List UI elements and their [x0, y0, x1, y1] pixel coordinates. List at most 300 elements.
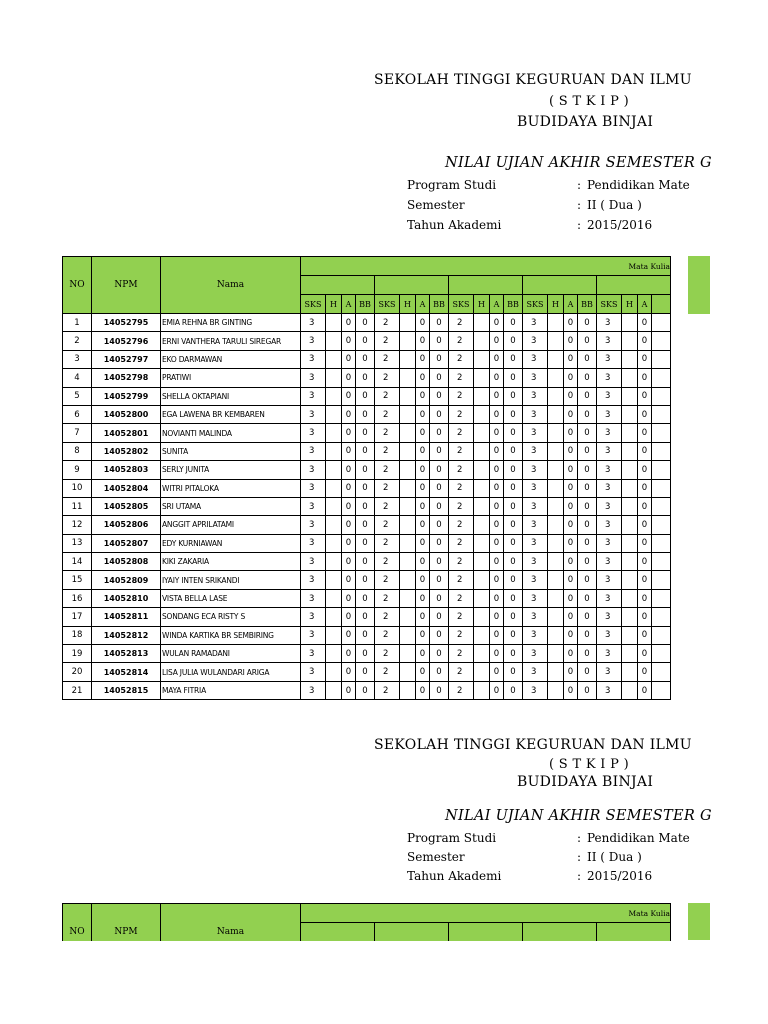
cell-grade: 3: [523, 589, 548, 607]
cell-grade: [400, 314, 416, 332]
cell-grade: 2: [375, 314, 400, 332]
table-row: [63, 461, 671, 479]
cell-filler: [652, 442, 671, 460]
cell-grade: [548, 387, 564, 405]
cell-grade: 0: [504, 461, 523, 479]
cell-grade: [622, 332, 638, 350]
cell-grade: [622, 681, 638, 699]
cell-grade: [400, 663, 416, 681]
cell-grade: 0: [356, 608, 375, 626]
cell-grade: 0: [342, 534, 356, 552]
cell-grade: 0: [504, 571, 523, 589]
cell-grade: 3: [597, 461, 622, 479]
sub-header-a: A: [638, 295, 652, 314]
sub-header-sks: SKS: [523, 295, 548, 314]
info-colon: :: [577, 178, 582, 192]
cell-grade: [622, 608, 638, 626]
cell-nama: SUNITA: [161, 442, 301, 460]
cell-grade: 0: [564, 369, 578, 387]
table-row: [63, 479, 671, 497]
cell-grade: 2: [449, 589, 474, 607]
cell-grade: [326, 332, 342, 350]
cell-grade: 0: [430, 571, 449, 589]
cell-grade: [548, 332, 564, 350]
info-colon: :: [577, 850, 582, 864]
cell-grade: [548, 626, 564, 644]
table-row: [63, 645, 671, 663]
cell-grade: 0: [578, 663, 597, 681]
cell-grade: 0: [356, 405, 375, 423]
cell-grade: 3: [523, 681, 548, 699]
cell-filler: [652, 553, 671, 571]
cell-grade: [474, 626, 490, 644]
cell-grade: 0: [564, 516, 578, 534]
cell-grade: 2: [449, 608, 474, 626]
cell-grade: 0: [416, 553, 430, 571]
col-header-nama: Nama: [161, 257, 301, 314]
cell-grade: 3: [523, 332, 548, 350]
cell-grade: 3: [597, 369, 622, 387]
sub-header-a: A: [342, 295, 356, 314]
cell-grade: [400, 479, 416, 497]
cell-grade: [474, 461, 490, 479]
cell-npm: 14052803: [92, 461, 161, 479]
cell-grade: 3: [523, 626, 548, 644]
report-info: [407, 178, 707, 238]
table-row: [63, 608, 671, 626]
cell-no: 6: [63, 405, 92, 423]
cell-grade: 3: [597, 497, 622, 515]
cell-grade: 0: [356, 442, 375, 460]
cell-grade: [474, 387, 490, 405]
cell-grade: 0: [578, 479, 597, 497]
cell-grade: 3: [523, 405, 548, 423]
cell-npm: 14052798: [92, 369, 161, 387]
cell-grade: 0: [490, 369, 504, 387]
cell-no: 21: [63, 681, 92, 699]
cell-grade: 0: [504, 405, 523, 423]
cell-grade: 3: [523, 534, 548, 552]
cell-grade: 3: [597, 350, 622, 368]
cell-grade: 0: [416, 350, 430, 368]
sub-header-sks: SKS: [597, 295, 622, 314]
cell-grade: 0: [504, 314, 523, 332]
cell-grade: 0: [490, 553, 504, 571]
cell-grade: 0: [342, 516, 356, 534]
cell-no: 11: [63, 497, 92, 515]
table-row: [63, 350, 671, 368]
table-row: [63, 626, 671, 644]
table-row: [63, 442, 671, 460]
cell-grade: [400, 589, 416, 607]
cell-no: 10: [63, 479, 92, 497]
cell-npm: 14052813: [92, 645, 161, 663]
grades-table: [62, 256, 671, 700]
cell-grade: 0: [430, 461, 449, 479]
cell-nama: SERLY JUNITA: [161, 461, 301, 479]
cell-no: 8: [63, 442, 92, 460]
cell-grade: [400, 461, 416, 479]
cell-npm: 14052805: [92, 497, 161, 515]
cell-grade: 0: [490, 479, 504, 497]
cell-grade: 0: [416, 681, 430, 699]
cell-nama: LISA JULIA WULANDARI ARIGA: [161, 663, 301, 681]
cell-grade: 3: [523, 461, 548, 479]
cell-grade: 0: [564, 350, 578, 368]
cell-filler: [652, 571, 671, 589]
sub-header-h: H: [622, 295, 638, 314]
cell-grade: 0: [416, 626, 430, 644]
cell-grade: 3: [523, 350, 548, 368]
cell-grade: 3: [597, 645, 622, 663]
cell-grade: 0: [564, 442, 578, 460]
cell-filler: [652, 387, 671, 405]
cell-no: 19: [63, 645, 92, 663]
cell-grade: [474, 608, 490, 626]
cell-grade: 2: [449, 516, 474, 534]
info-label: Tahun Akademi: [407, 869, 502, 883]
info-row-tahun: [407, 218, 707, 238]
cell-grade: 3: [301, 479, 326, 497]
cell-grade: 0: [638, 387, 652, 405]
cell-grade: 2: [449, 424, 474, 442]
cell-grade: 0: [638, 608, 652, 626]
cell-grade: 0: [638, 497, 652, 515]
cell-grade: 3: [523, 663, 548, 681]
cell-grade: 2: [449, 479, 474, 497]
cell-grade: 0: [490, 516, 504, 534]
cell-grade: 0: [430, 479, 449, 497]
cell-grade: 3: [597, 626, 622, 644]
cell-grade: 0: [430, 424, 449, 442]
cell-grade: [622, 369, 638, 387]
table-row: [63, 332, 671, 350]
cell-grade: 0: [430, 332, 449, 350]
cell-grade: 0: [638, 461, 652, 479]
cell-nama: WINDA KARTIKA BR SEMBIRING: [161, 626, 301, 644]
cell-grade: 0: [342, 626, 356, 644]
sub-header-h: H: [548, 295, 564, 314]
cell-grade: 3: [597, 405, 622, 423]
cell-grade: 3: [301, 405, 326, 423]
cell-grade: 0: [342, 461, 356, 479]
cell-grade: [326, 350, 342, 368]
cell-grade: 0: [356, 314, 375, 332]
cell-grade: 0: [504, 681, 523, 699]
cell-npm: 14052806: [92, 516, 161, 534]
cell-grade: 2: [449, 681, 474, 699]
cell-grade: [474, 553, 490, 571]
cell-grade: [326, 626, 342, 644]
cell-grade: [548, 571, 564, 589]
cell-grade: 0: [342, 663, 356, 681]
cell-grade: 3: [597, 571, 622, 589]
cell-grade: [474, 424, 490, 442]
table-row: [63, 553, 671, 571]
cell-grade: 0: [430, 369, 449, 387]
cell-grade: 0: [490, 534, 504, 552]
cell-nama: EGA LAWENA BR KEMBAREN: [161, 405, 301, 423]
cell-grade: 0: [504, 369, 523, 387]
cell-grade: 0: [342, 497, 356, 515]
cell-filler: [652, 663, 671, 681]
cell-grade: [622, 516, 638, 534]
cell-grade: 2: [375, 553, 400, 571]
info-row-semester: [407, 198, 707, 218]
cell-grade: 0: [638, 516, 652, 534]
info-value: 2015/2016: [587, 218, 653, 232]
cell-grade: 0: [430, 387, 449, 405]
cell-grade: 2: [375, 369, 400, 387]
cell-filler: [652, 479, 671, 497]
cell-nama: NOVIANTI MALINDA: [161, 424, 301, 442]
col-header-nama: Nama: [161, 904, 301, 942]
cell-grade: [622, 479, 638, 497]
cell-grade: 0: [356, 479, 375, 497]
cell-grade: 3: [523, 479, 548, 497]
cell-grade: 0: [356, 461, 375, 479]
cell-grade: 0: [356, 645, 375, 663]
cell-grade: [474, 681, 490, 699]
sub-header-h: H: [326, 295, 342, 314]
cell-grade: [400, 626, 416, 644]
course-group-3: [449, 923, 523, 942]
cell-filler: [652, 405, 671, 423]
cell-grade: [474, 405, 490, 423]
cell-grade: 2: [375, 461, 400, 479]
cell-grade: 0: [504, 497, 523, 515]
cell-grade: 0: [356, 516, 375, 534]
cell-grade: 0: [504, 442, 523, 460]
cell-grade: 0: [416, 608, 430, 626]
cell-grade: [400, 387, 416, 405]
cell-grade: 0: [578, 405, 597, 423]
cell-grade: 0: [638, 571, 652, 589]
table-row: [63, 387, 671, 405]
cell-nama: WULAN RAMADANI: [161, 645, 301, 663]
cell-grade: 2: [449, 350, 474, 368]
cell-grade: 0: [504, 387, 523, 405]
cell-grade: 0: [430, 497, 449, 515]
cell-grade: [548, 369, 564, 387]
cell-grade: 0: [564, 405, 578, 423]
cell-no: 5: [63, 387, 92, 405]
cell-grade: 0: [490, 608, 504, 626]
cell-filler: [652, 461, 671, 479]
cell-grade: 0: [638, 350, 652, 368]
cell-grade: [400, 681, 416, 699]
cell-grade: 0: [430, 553, 449, 571]
info-value: 2015/2016: [587, 869, 653, 883]
cell-grade: 0: [564, 645, 578, 663]
cell-grade: 3: [301, 516, 326, 534]
cell-grade: [548, 589, 564, 607]
cell-grade: 0: [342, 369, 356, 387]
cell-grade: 0: [504, 553, 523, 571]
cell-grade: 0: [638, 424, 652, 442]
institution-subname: BUDIDAYA BINJAI: [517, 774, 654, 790]
cell-grade: 0: [578, 645, 597, 663]
info-value: Pendidikan Mate: [587, 178, 690, 192]
cell-grade: [622, 645, 638, 663]
cell-nama: SRI UTAMA: [161, 497, 301, 515]
cell-grade: 0: [564, 608, 578, 626]
sub-header-a: A: [490, 295, 504, 314]
cell-grade: [474, 314, 490, 332]
cell-grade: 0: [430, 405, 449, 423]
table-row: [63, 516, 671, 534]
cell-grade: 0: [638, 589, 652, 607]
cell-grade: 0: [490, 589, 504, 607]
cell-grade: 0: [564, 332, 578, 350]
cell-grade: 0: [416, 387, 430, 405]
cell-grade: [326, 534, 342, 552]
cell-grade: 3: [597, 608, 622, 626]
cell-grade: 0: [416, 516, 430, 534]
cell-grade: 0: [638, 442, 652, 460]
cell-grade: 0: [504, 663, 523, 681]
cell-nama: IYAIY INTEN SRIKANDI: [161, 571, 301, 589]
cell-grade: 0: [578, 608, 597, 626]
cell-grade: 0: [578, 424, 597, 442]
cell-grade: 0: [342, 424, 356, 442]
cell-grade: 0: [416, 571, 430, 589]
table-row: [63, 534, 671, 552]
cell-grade: 0: [342, 681, 356, 699]
info-colon: :: [577, 831, 582, 845]
cell-no: 1: [63, 314, 92, 332]
info-value: II ( Dua ): [587, 198, 642, 212]
green-overflow-bar: [688, 256, 710, 314]
cell-grade: [474, 497, 490, 515]
cell-grade: 3: [523, 645, 548, 663]
cell-grade: [400, 332, 416, 350]
cell-grade: 0: [342, 553, 356, 571]
cell-nama: EKO DARMAWAN: [161, 350, 301, 368]
info-colon: :: [577, 198, 582, 212]
cell-grade: 0: [430, 534, 449, 552]
cell-grade: 0: [578, 571, 597, 589]
cell-grade: 2: [375, 589, 400, 607]
cell-grade: 0: [430, 350, 449, 368]
cell-grade: 0: [416, 663, 430, 681]
cell-npm: 14052812: [92, 626, 161, 644]
cell-grade: 3: [523, 571, 548, 589]
cell-grade: 2: [375, 350, 400, 368]
cell-npm: 14052815: [92, 681, 161, 699]
cell-grade: 0: [342, 442, 356, 460]
grades-table-body: [63, 314, 671, 700]
cell-grade: 0: [564, 497, 578, 515]
cell-grade: 0: [416, 534, 430, 552]
cell-grade: 0: [356, 681, 375, 699]
cell-grade: [548, 497, 564, 515]
cell-grade: 0: [342, 405, 356, 423]
cell-grade: 3: [301, 387, 326, 405]
cell-grade: [326, 645, 342, 663]
col-header-npm: NPM: [92, 257, 161, 314]
cell-grade: 3: [597, 424, 622, 442]
grades-table-2-wrapper: [0, 903, 690, 941]
table-row: [63, 571, 671, 589]
sub-header-sks: SKS: [375, 295, 400, 314]
col-header-mata-kuliah: Mata Kulia: [301, 904, 671, 923]
col-header-mata-kuliah: Mata Kulia: [301, 257, 671, 276]
cell-grade: 3: [597, 663, 622, 681]
cell-grade: 0: [638, 405, 652, 423]
cell-grade: 0: [504, 350, 523, 368]
cell-grade: [622, 571, 638, 589]
cell-grade: 0: [564, 424, 578, 442]
cell-grade: 3: [301, 534, 326, 552]
cell-grade: 0: [564, 553, 578, 571]
cell-grade: 0: [564, 314, 578, 332]
cell-grade: 0: [490, 405, 504, 423]
cell-no: 2: [63, 332, 92, 350]
col-header-npm: NPM: [92, 904, 161, 942]
cell-grade: 0: [416, 424, 430, 442]
info-row-tahun: [407, 869, 707, 888]
cell-grade: 2: [375, 681, 400, 699]
cell-grade: 0: [504, 479, 523, 497]
cell-grade: 0: [342, 608, 356, 626]
cell-grade: [548, 553, 564, 571]
info-row-program: [407, 831, 707, 850]
course-group-1: [301, 276, 375, 295]
cell-grade: 0: [416, 369, 430, 387]
cell-grade: 2: [375, 424, 400, 442]
cell-grade: 3: [301, 497, 326, 515]
course-group-2: [375, 276, 449, 295]
cell-grade: 3: [523, 387, 548, 405]
table-row: [63, 369, 671, 387]
cell-grade: 2: [449, 645, 474, 663]
cell-grade: [548, 681, 564, 699]
cell-npm: 14052809: [92, 571, 161, 589]
cell-grade: [400, 645, 416, 663]
cell-filler: [652, 350, 671, 368]
sub-header-a: A: [416, 295, 430, 314]
cell-grade: 2: [449, 369, 474, 387]
cell-grade: 0: [490, 663, 504, 681]
cell-npm: 14052797: [92, 350, 161, 368]
cell-grade: 3: [597, 479, 622, 497]
cell-grade: 0: [638, 369, 652, 387]
cell-grade: 0: [564, 534, 578, 552]
institution-abbrev: ( S T K I P ): [549, 94, 630, 109]
cell-grade: 0: [564, 663, 578, 681]
cell-grade: [622, 589, 638, 607]
cell-grade: 0: [578, 626, 597, 644]
cell-filler: [652, 516, 671, 534]
info-row-program: [407, 178, 707, 198]
cell-grade: 2: [375, 663, 400, 681]
info-colon: :: [577, 869, 582, 883]
cell-grade: [548, 608, 564, 626]
course-group-5: [597, 923, 671, 942]
course-group-5: [597, 276, 671, 295]
cell-grade: 0: [356, 350, 375, 368]
cell-grade: [326, 589, 342, 607]
cell-grade: 0: [416, 497, 430, 515]
cell-grade: [622, 350, 638, 368]
cell-grade: 3: [301, 645, 326, 663]
cell-grade: [400, 534, 416, 552]
cell-grade: [326, 405, 342, 423]
cell-grade: [548, 645, 564, 663]
sub-header-h: H: [400, 295, 416, 314]
course-group-4: [523, 923, 597, 942]
